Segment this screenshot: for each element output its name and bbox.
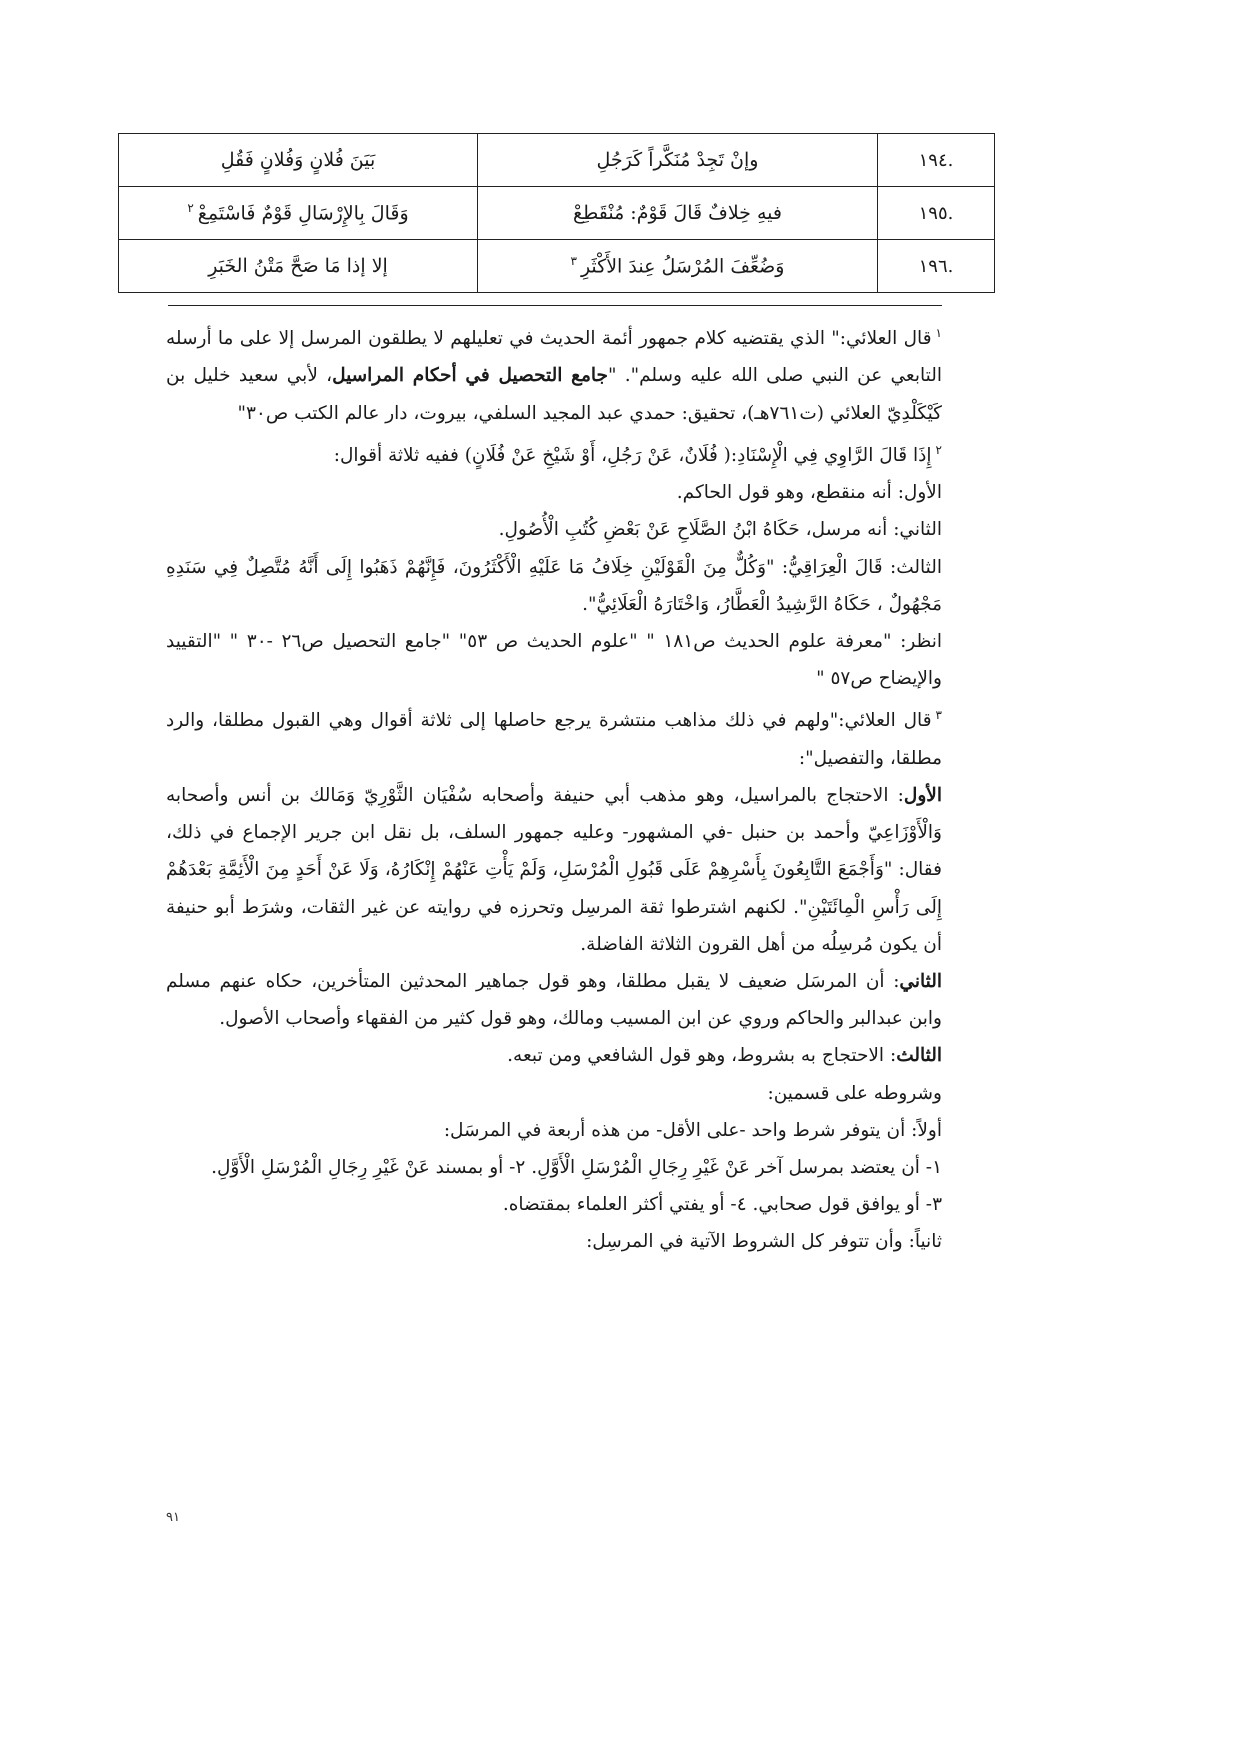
footnote-1	[166, 315, 942, 432]
opinion-label: الأول	[903, 784, 942, 806]
opinion-text: : الاحتجاج بالمراسيل، وهو مذهب أبي حنيفة وأصحابه سُفْيَان الثَّوْرِيّ وَمَالك بن أنس وأصحابه وَالْأَوْزَاعِيّ وأحمد بن حنبل -في المشهور- وعليه جمهور السلف، بل نقل ابن جرير الإجماع في ذلك، فقال: "وَأَجْمَعَ التَّابِعُونَ بِأَسْرِهِمْ عَلَى قَبُولِ الْمُرْسَلِ، وَلَمْ يَأْتِ عَنْهُمْ إِنْكَارُهُ، وَلَا عَنْ أَحَدٍ مِنَ الْأَئِمَّةِ بَعْدَهُمْ إِلَى رَأْسِ الْمِائَتَيْنِ". لكنهم اشترطوا ثقة المرسِل وتحرزه في روايته عن غير الثقات، وشرَط أبو حنيفة أن يكون مُرسِلُه من أهل القرون الثلاثة الفاضلة.	[166, 784, 942, 955]
footnote-mark: ٢	[935, 442, 942, 457]
footnote-separator	[168, 305, 942, 306]
footnote-ref[interactable]: ٣	[570, 254, 577, 269]
conditions-first-items-a: ١- أن يعتضد بمرسل آخر عَنْ غَيْرِ رِجَالِ الْمُرْسَلِ الْأَوَّلِ. ٢- أو بمسند عَنْ غَيْرِ رِجَالِ الْمُرْسَلِ الْأَوَّلِ.	[211, 1156, 942, 1178]
verse-row	[119, 240, 995, 293]
conditions-first-items-b: ٣- أو يوافق قول صحابي. ٤- أو يفتي أكثر العلماء بمقتضاه.	[502, 1194, 942, 1216]
footnote-3	[166, 697, 942, 777]
footnote-text: قال العلائي:" الذي يقتضيه كلام جمهور أئمة الحديث في تعليلهم لا يطلقون المرسل إلا على ما أرسله التابعي عن النبي صلى الله عليه وسلم". "	[166, 328, 942, 387]
verse-number: .١٩٤	[878, 134, 995, 187]
conditions-heading: وشروطه على قسمين:	[767, 1082, 942, 1104]
footnote-2-references: انظر: "معرفة علوم الحديث ص١٨١ " "علوم الحديث ص ٥٣" "جامع التحصيل ص٢٦ -٣٠ " "التقييد والإيضاح ص٥٧ "	[166, 630, 943, 690]
verses-table	[118, 133, 995, 293]
conditions-first: أولاً: أن يتوفر شرط واحد -على الأقل- من هذه أربعة في المرسَل:	[443, 1119, 942, 1141]
footnote-2-second-opinion: الثاني: أنه مرسل، حَكَاهُ ابْنُ الصَّلَاحِ عَنْ بَعْضِ كُتُبِ الْأُصُولِ.	[498, 519, 942, 541]
opinion-text: : الاحتجاج به بشروط، وهو قول الشافعي ومن تبعه.	[507, 1045, 897, 1067]
verse-text: بَيَنَ فُلانٍ وَفُلانٍ فَقُلِ	[220, 149, 376, 171]
verse-row	[119, 134, 995, 187]
verse-second-hemistich	[119, 187, 478, 240]
verse-number: .١٩٥	[878, 187, 995, 240]
verse-text: وَضُعِّفَ المُرْسَلُ عِندَ الأَكْثَرِ	[580, 255, 785, 278]
footnote-mark: ٣	[935, 708, 942, 723]
verse-second-hemistich	[119, 134, 478, 187]
page-number: ٩١	[166, 1510, 180, 1525]
footnote-2-first-opinion: الأول: أنه منقطع، وهو قول الحاكم.	[676, 482, 942, 504]
opinion-label: الثالث	[896, 1045, 942, 1067]
footnote-3-second-opinion	[166, 963, 942, 1037]
footnote-2-third-opinion: الثالث: قَالَ الْعِرَاقِيُّ: "وَكُلٌّ مِنَ الْقَوْلَيْنِ خِلَافُ مَا عَلَيْهِ الْأَكْثَرُونَ، فَإِنَّهُمْ ذَهَبُوا إِلَى أَنَّهُ مُتَّصِلٌ فِي سَنَدِهِ مَجْهُولٌ ، حَكَاهُ الرَّشِيدُ الْعَطَّارُ، وَاخْتَارَهُ الْعَلَائِيُّ".	[166, 556, 942, 615]
verse-row	[119, 187, 995, 240]
verse-text: وَقَالَ بِالإِرْسَالِ قَوْمٌ فَاسْتَمِعْ	[197, 202, 409, 225]
footnote-2	[166, 432, 942, 474]
conditions-second: ثانياً: وأن تتوفر كل الشروط الآتية في المرسِل:	[586, 1231, 942, 1253]
opinion-label: الثاني	[899, 970, 942, 992]
book-title: جامع التحصيل في أحكام المراسيل	[332, 365, 608, 387]
footnote-text: إِذَا قَالَ الرَّاوِي فِي الْإِسْنَادِ:( فُلَانٌ، عَنْ رَجُلِ، أَوْ شَيْخِ عَنْ فُلَانٍ) ففيه ثلاثة أقوال:	[333, 444, 932, 466]
opinion-text: : أن المرسَل ضعيف لا يقبل مطلقا، وهو قول جماهير المحدثين المتأخرين، حكاه عنهم مسلم وابن عبدالبر والحاكم وروي عن ابن المسيب ومالك، وهو قول كثير من الفقهاء وأصحاب الأصول.	[166, 970, 942, 1030]
footnote-mark: ١	[935, 326, 942, 340]
verse-second-hemistich: إلا إذا مَا صَحَّ مَتْنُ الخَبَرِ	[119, 240, 478, 293]
verse-first-hemistich	[478, 240, 878, 293]
verse-number: .١٩٦	[878, 240, 995, 293]
footnote-3-third-opinion	[166, 1037, 942, 1074]
footnote-text: قال العلائي:"ولهم في ذلك مذاهب منتشرة يرجع حاصلها إلى ثلاثة أقوال وهي القبول مطلقا، والرد مطلقا، والتفصيل":	[166, 710, 942, 769]
footnote-text: ، لأبي سعيد خليل بن كَيْكَلْدِيّ العلائي (ت٧٦١هـ)، تحقيق: حمدي عبد المجيد السلفي، بيروت، دار عالم الكتب ص٣٠"	[166, 365, 942, 424]
verse-first-hemistich: فيهِ خِلافٌ قَالَ قَوْمٌ: مُنْقَطِعْ	[478, 187, 878, 240]
footnote-3-first-opinion	[166, 777, 942, 963]
footnotes	[166, 315, 942, 1261]
verse-first-hemistich: وإنْ تَجِدْ مُنَكَّراً كَرَجُلِ	[478, 134, 878, 187]
footnote-ref[interactable]: ٢	[187, 201, 194, 216]
